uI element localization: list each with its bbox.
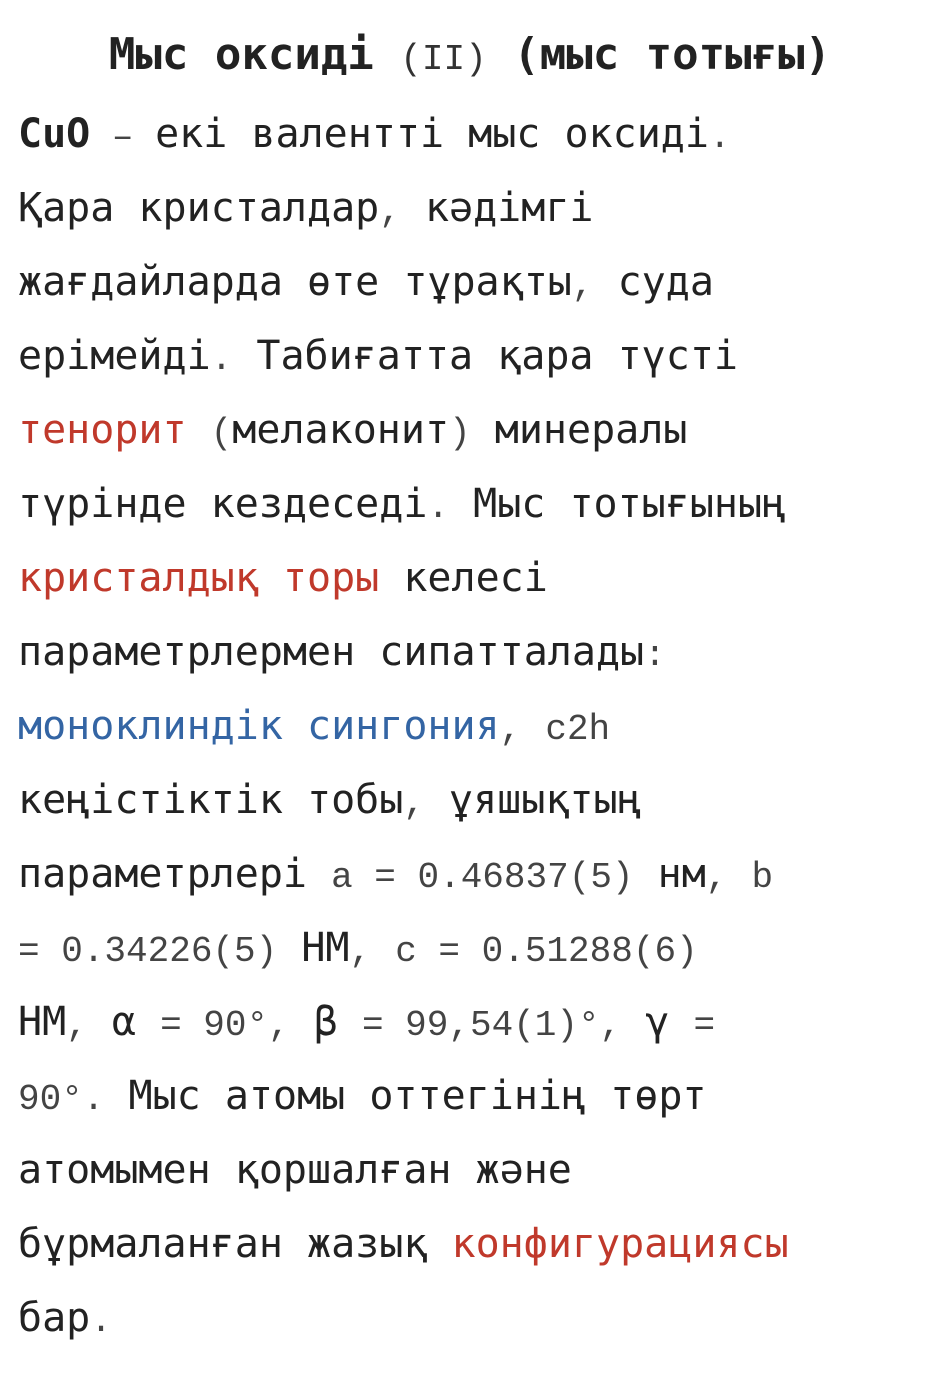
text-line: 90°. Мыс атомы оттегінің төрт	[18, 1073, 707, 1120]
text-line: кеңістіктік тобы, ұяшықтың	[18, 777, 642, 824]
text-line: атомымен қоршалған және	[18, 1147, 572, 1193]
space-group: c2h	[545, 709, 611, 750]
text-line: ерімейді. Табиғатта қара түсті	[18, 333, 738, 380]
title-roman: (II)	[400, 39, 487, 80]
link-monoclinic-syngony[interactable]: моноклиндік сингония	[18, 703, 500, 749]
param-b: = 0.34226(5)	[18, 931, 278, 972]
text-line: параметрлері a = 0.46837(5) нм, b	[18, 851, 774, 898]
text-line: бұрмаланған жазық конфигурациясы	[18, 1221, 789, 1267]
text-line: НМ, α = 90°, β = 99,54(1)°, γ =	[18, 999, 716, 1046]
text-line: моноклиндік сингония, c2h	[18, 703, 611, 750]
text-line: жағдайларда өте тұрақты, суда	[18, 259, 714, 306]
article-paragraph	[18, 97, 922, 1355]
chemical-formula: CuO	[18, 111, 91, 157]
link-configuration[interactable]: конфигурациясы	[451, 1221, 789, 1267]
text-line: Қара кристалдар, кәдімгі	[18, 185, 594, 232]
title-alt: (мыс тотығы)	[513, 29, 832, 80]
link-crystal-lattice[interactable]: кристалдық торы	[18, 555, 380, 601]
param-alpha: α	[111, 999, 136, 1045]
param-c: c = 0.51288(6)	[395, 931, 698, 972]
text-line: CuO – екі валентті мыс оксиді.	[18, 111, 731, 158]
text-line: кристалдық торы келесі	[18, 555, 548, 601]
text-line: тенорит (мелаконит) минералы	[18, 407, 688, 454]
text-line: бар.	[18, 1295, 112, 1342]
page-title	[18, 18, 922, 97]
param-a: a = 0.46837(5)	[331, 857, 634, 898]
article	[18, 18, 922, 1355]
text-line: параметрлермен сипатталады:	[18, 629, 666, 676]
param-gamma: γ	[645, 999, 670, 1045]
param-beta: β	[313, 999, 338, 1045]
text-line: түрінде кездеседі. Мыс тотығының	[18, 481, 787, 528]
link-tenorite[interactable]: тенорит	[18, 407, 187, 453]
text-line: = 0.34226(5) НМ, c = 0.51288(6)	[18, 925, 698, 972]
title-main: Мыс оксиді	[108, 29, 374, 80]
